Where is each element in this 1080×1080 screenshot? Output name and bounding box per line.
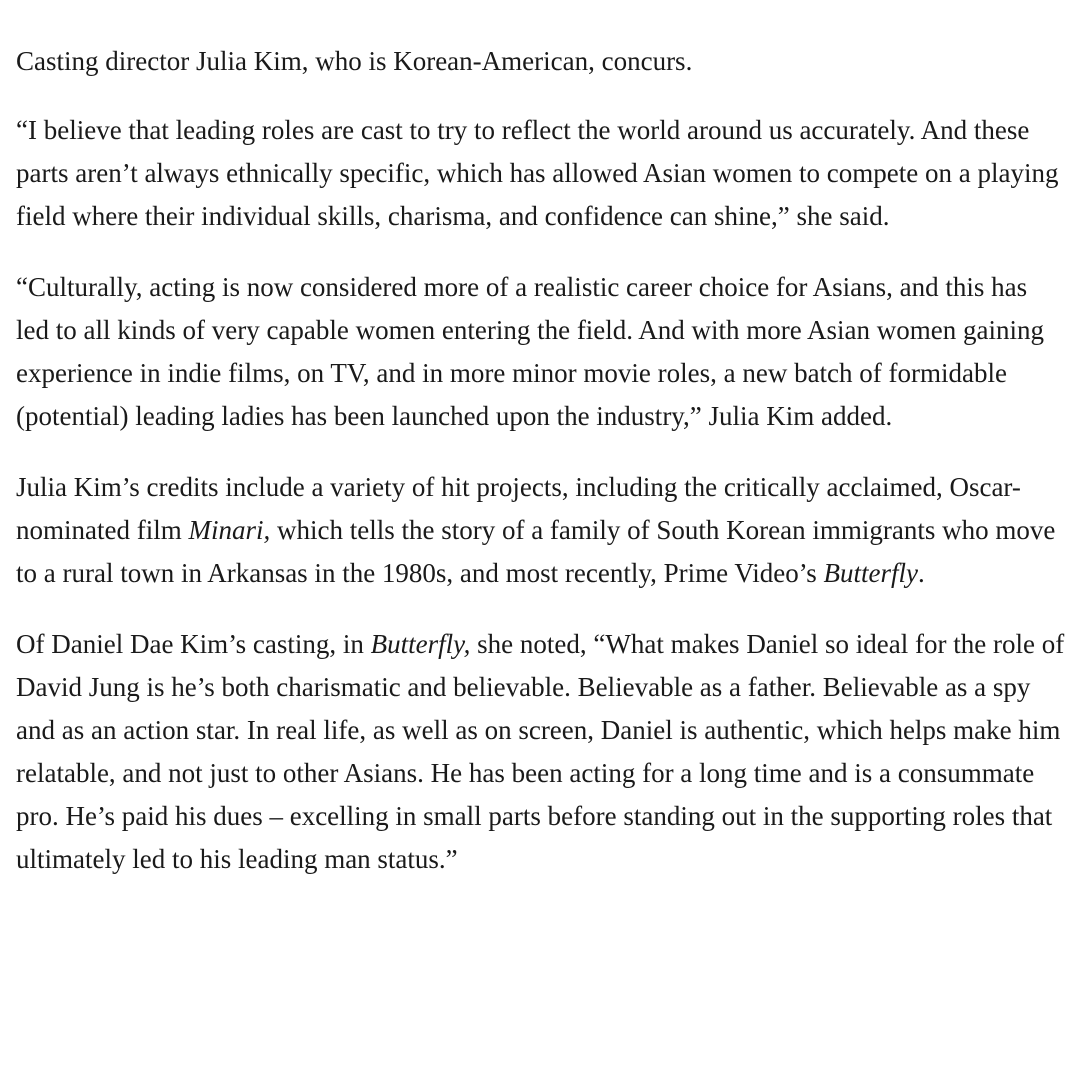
casting-text-a: Of Daniel Dae Kim’s casting, in	[16, 629, 371, 659]
casting-text-b: she noted, “What makes Daniel so ideal for the role of David Jung is he’s both charismatic and believable. Believable as a father. Believable as a spy and as an action star. In real life, as well as on screen, Daniel is authentic, which helps make him relatable, and not just to other Asians. He has been acting for a long time and is a consummate pro. He’s paid his dues – excelling in small parts before standing out in the supporting roles that ultimately led to his leading man status.”	[16, 629, 1065, 874]
article-body	[16, 40, 1066, 909]
film-title-minari: Minari,	[188, 515, 271, 545]
credits-text-c: .	[917, 558, 925, 588]
paragraph-quote-culturally: “Culturally, acting is now considered more of a realistic career choice for Asians, and this has led to all kinds of very capable women entering the field. And with more Asian women gaining experience in indie films, on TV, and in more minor movie roles, a new batch of formidable (potential) leading ladies has been launched upon the industry,” Julia Kim added.	[16, 272, 1045, 431]
paragraph-credits	[16, 466, 1066, 595]
paragraph-daniel-casting	[16, 623, 1066, 881]
paragraph-quote-leading-roles: “I believe that leading roles are cast to try to reflect the world around us accurately. And these parts aren’t always ethnically specific, which has allowed Asian women to compete on a playing field where their individual skills, charisma, and confidence can shine,” she said.	[16, 115, 1059, 231]
credits-text-b: which tells the story of a family of South Korean immigrants who move to a rural town in Arkansas in the 1980s, and most recently, Prime Video’s	[16, 515, 1056, 588]
credits-text-a: Julia Kim’s credits include a variety of hit projects, including the critically acclaimed, Oscar-nominated film	[16, 472, 1021, 545]
paragraph-intro: Casting director Julia Kim, who is Korean-American, concurs.	[16, 46, 693, 76]
show-title-butterfly: Butterfly	[823, 558, 918, 588]
show-title-butterfly-2: Butterfly,	[370, 629, 471, 659]
